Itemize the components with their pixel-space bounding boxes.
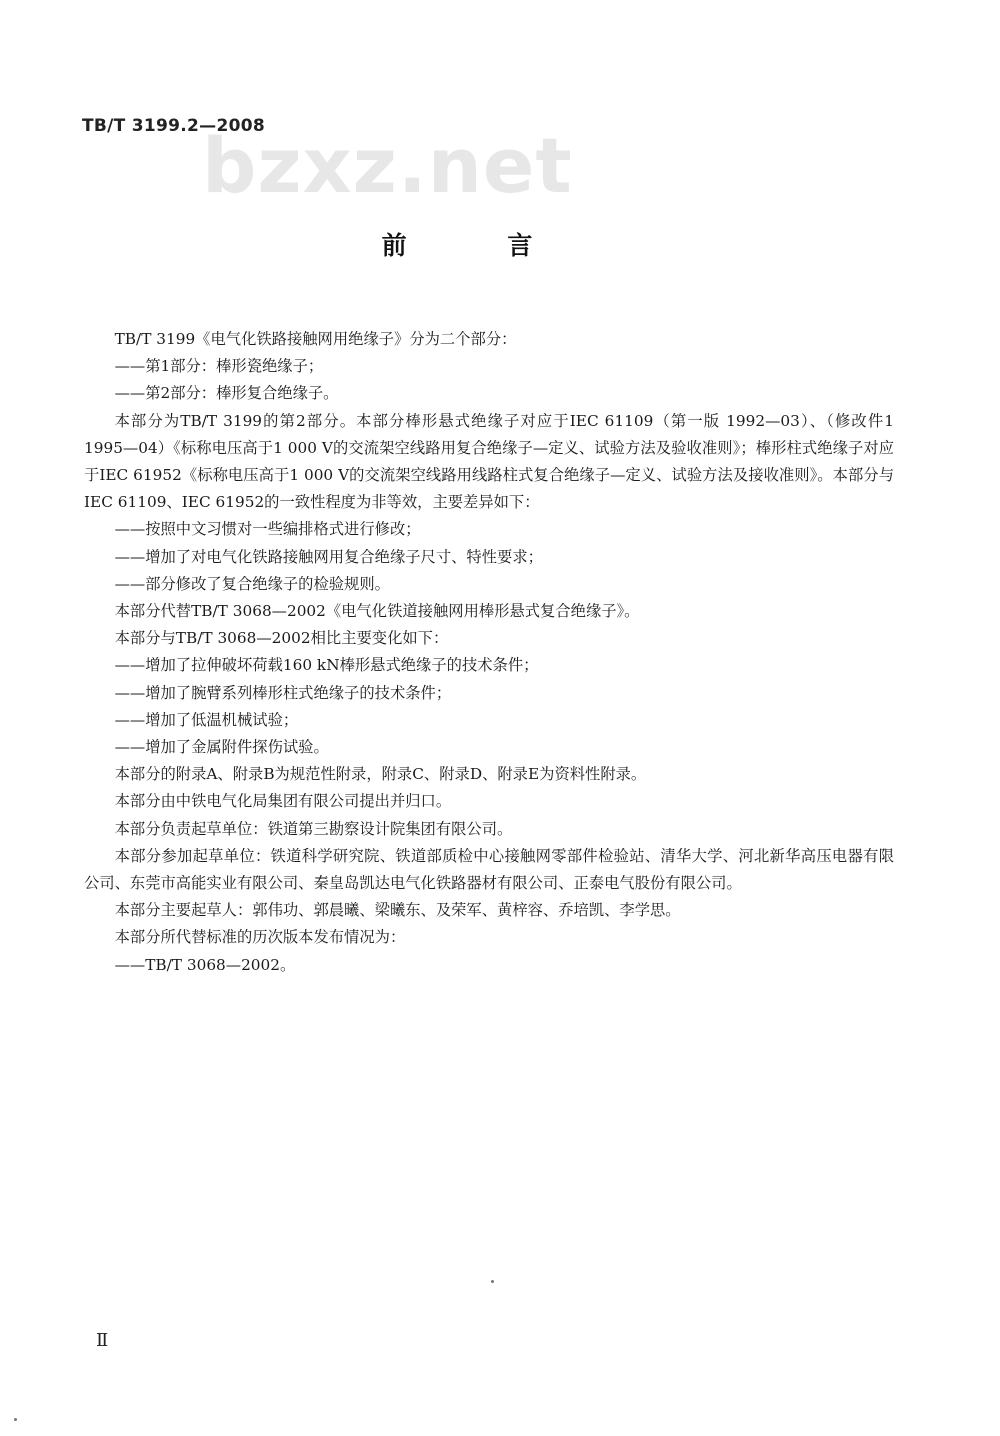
standard-code: TB/T 3199.2—2008 bbox=[82, 116, 265, 136]
paragraph: 本部分负责起草单位：铁道第三勘察设计院集团有限公司。 bbox=[114, 819, 513, 838]
paragraph: 本部分所代替标准的历次版本发布情况为： bbox=[114, 928, 406, 947]
document-body bbox=[84, 326, 910, 979]
page-title: 前 言 bbox=[381, 231, 579, 260]
paragraph: 本部分与TB/T 3068—2002相比主要变化如下： bbox=[114, 629, 449, 648]
paragraph: 本部分参加起草单位：铁道科学研究院、铁道部质检中心接触网零部件检验站、清华大学、河北新华高压电器有限公司、东莞市高能实业有限公司、秦皇岛凯达电气化铁路器材有限公司、正泰电气股份有限公司。 bbox=[84, 846, 894, 893]
scan-speck bbox=[491, 1280, 494, 1283]
list-item: ——增加了腕臂系列棒形柱式绝缘子的技术条件； bbox=[114, 683, 452, 702]
scan-speck bbox=[14, 1418, 17, 1421]
paragraph: 本部分的附录A、附录B为规范性附录，附录C、附录D、附录E为资料性附录。 bbox=[114, 765, 647, 784]
paragraph: 本部分由中铁电气化局集团有限公司提出并归口。 bbox=[114, 792, 452, 811]
list-item: ——TB/T 3068—2002。 bbox=[114, 955, 296, 974]
list-item: ——部分修改了复合绝缘子的检验规则。 bbox=[114, 574, 390, 593]
page-number: Ⅱ bbox=[96, 1330, 109, 1351]
list-item: ——按照中文习惯对一些编排格式进行修改； bbox=[114, 520, 421, 539]
paragraph: 本部分主要起草人：郭伟功、郭晨曦、梁曦东、及荣军、黄梓容、乔培凯、李学思。 bbox=[114, 901, 681, 920]
watermark: bzxz.net bbox=[202, 121, 573, 210]
list-item: ——第1部分：棒形瓷绝缘子； bbox=[114, 357, 324, 376]
list-item: ——增加了金属附件探伤试验。 bbox=[114, 738, 329, 757]
paragraph: 本部分代替TB/T 3068—2002《电气化铁道接触网用棒形悬式复合绝缘子》。 bbox=[114, 602, 640, 621]
paragraph: 本部分为TB/T 3199的第2部分。本部分棒形悬式绝缘子对应于IEC 61109（第一版 1992—03）、（修改件1 1995—04）《标称电压高于1 000 V的交流架空线路用复合绝缘子—定义、试验方法及验收准则》；棒形柱式绝缘子对应于IEC 61952《标称电压高于1 000 V的交流架空线路用线路柱式复合绝缘子—定义、试验方法及接收准则》。本部分与IEC 61109、IEC 61952的一致性程度为非等效，主要差异如下： bbox=[84, 411, 910, 512]
list-item: ——增加了对电气化铁路接触网用复合绝缘子尺寸、特性要求； bbox=[114, 547, 543, 566]
paragraph: TB/T 3199《电气化铁路接触网用绝缘子》分为二个部分： bbox=[114, 330, 517, 348]
list-item: ——增加了拉伸破坏荷载160 kN棒形悬式绝缘子的技术条件； bbox=[114, 656, 539, 675]
list-item: ——第2部分：棒形复合绝缘子。 bbox=[114, 384, 339, 403]
list-item: ——增加了低温机械试验； bbox=[114, 710, 299, 729]
